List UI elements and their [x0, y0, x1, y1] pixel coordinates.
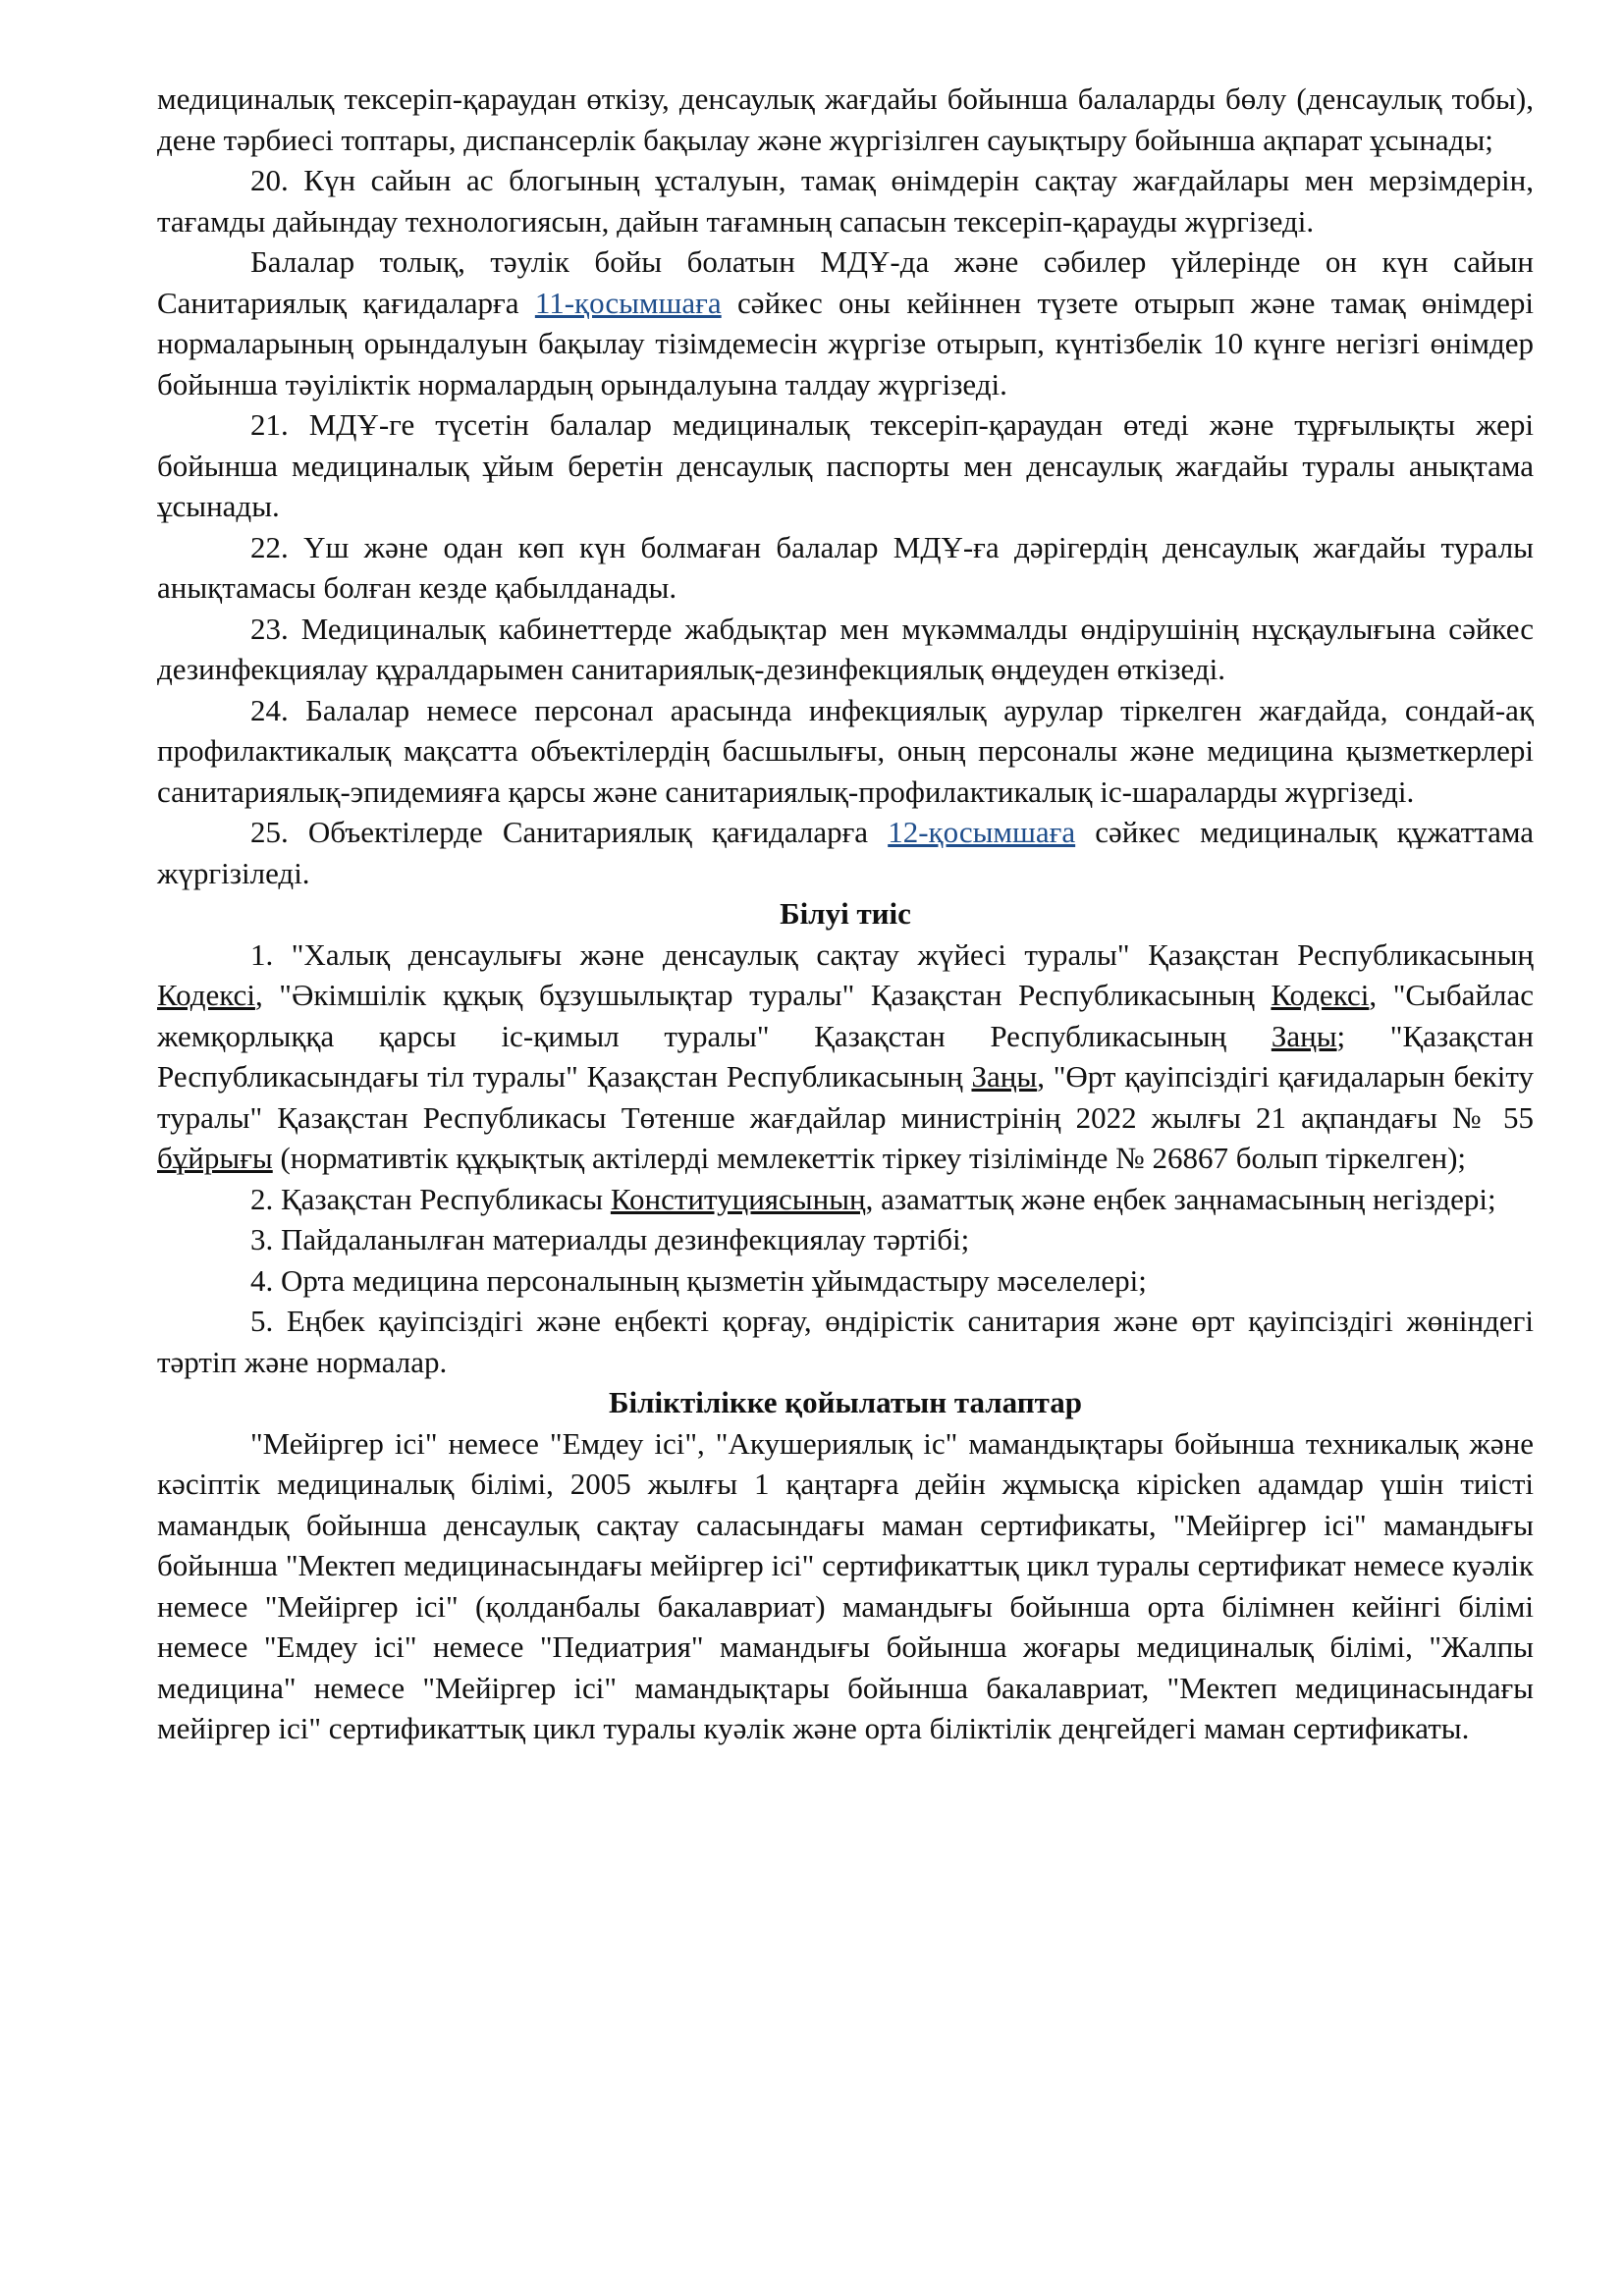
- document-page: [157, 79, 1534, 1749]
- item-text: , азаматтық және еңбек заңнамасының негіздері;: [865, 1181, 1496, 1216]
- fire-safety-order-link[interactable]: бұйрығы: [157, 1141, 273, 1175]
- appendix-11-link[interactable]: 11-қосымшаға: [534, 285, 722, 320]
- paragraph-item-24: 24. Балалар немесе персонал арасында инфекциялық аурулар тіркелген жағдайда, сондай-ақ профилактикалық мақсатта объектілердің басшылығы, оның персоналы және медицина қызметкерлері санитариялық-эпидемияға қарсы және санитариялық-профилактикалық іс-шараларды жүргізеді.: [157, 692, 1534, 809]
- health-code-link[interactable]: Кодексі: [157, 978, 255, 1012]
- qualifications-heading: Біліктілікке қойылатын талаптар: [609, 1385, 1082, 1419]
- item-text: , "Сыбайлас жемқорлыққа қарсы іс-қимыл туралы" Қазақстан Республикасының: [157, 978, 1534, 1053]
- paragraph-text: сәйкес медициналық құжаттама жүргізіледі.: [157, 815, 1535, 890]
- paragraph-health-info: медициналық тексеріп-қараудан өткізу, денсаулық жағдайы бойынша балаларды бөлу (денсаулық тобы), дене тәрбиесі топтары, диспансерлік бақылау және жүргізілген сауықтыру бойынша ақпарат ұсынады;: [157, 81, 1534, 157]
- must-know-heading: Білуі тиіс: [780, 896, 911, 931]
- must-know-item-2: [157, 1179, 1534, 1220]
- item-text: 2. Қазақстан Республикасы: [250, 1181, 611, 1216]
- constitution-link[interactable]: Конституциясының: [610, 1181, 866, 1216]
- item-text: 1. "Халық денсаулығы және денсаулық сақтау жүйесі туралы" Қазақстан Республикасының: [250, 936, 1534, 972]
- paragraph-ten-day-analysis: [157, 241, 1534, 404]
- item-text: , "Әкімшілік құқық бұзушылықтар туралы" Қазақстан Республикасының: [254, 978, 1272, 1012]
- item-text: (нормативтік құқықтық актілерді мемлекеттік тіркеу тізілімінде № 26867 болып тіркелген);: [272, 1141, 1467, 1175]
- qualifications-paragraph: "Мейіргер ісі" немесе "Емдеу ісі", "Акушериялық іс" мамандықтары бойынша техникалық және кәсіптік медициналық білімі, 2005 жылғы 1 қаңтарға дейін жұмысқа кірісken адамдар үшін тиісті мамандық бойынша денсаулық сақтау саласындағы маман сертификаты, "Мейіргер ісі" мамандығы бойынша "Мектеп медицинасындағы мейіргер ісі" сертификаттық цикл туралы сертификат немесе куәлік немесе "Мейіргер ісі" (қолданбалы бакалавриат) мамандығы бойынша орта білімнен кейінгі білімі немесе "Емдеу ісі" немесе "Педиатрия" мамандығы бойынша жоғары медициналық білімі, "Жалпы медицина" немесе "Мейіргер ісі" мамандықтары бойынша бакалавриат, "Мектеп медицинасындағы мейіргер ісі" сертификаттық цикл туралы куәлік және орта біліктілік деңгейдегі маман сертификаты.: [157, 1425, 1534, 1745]
- paragraph-text: 25. Объектілерде Санитариялық қағидаларға: [250, 815, 889, 849]
- paragraph-item-21: 21. МДҰ-ге түсетін балалар медициналық тексеріп-қараудан өтеді және тұрғылықты жері бойынша медициналық ұйым беретін денсаулық паспорты мен денсаулық жағдайы туралы анықтама ұсынады.: [157, 407, 1534, 523]
- appendix-12-link[interactable]: 12-қосымшаға: [888, 815, 1076, 849]
- item-text: , "Өрт қауіпсіздігі қағидаларын бекіту туралы" Қазақстан Республикасы Төтенше жағдайлар министрінің 2022 жылғы 21 ақпандағы № 55: [157, 1059, 1534, 1135]
- must-know-item-4: 4. Орта медицина персоналының қызметін ұйымдастыру мәселелері;: [250, 1262, 1147, 1298]
- must-know-item-3: 3. Пайдаланылған материалды дезинфекциялау тәртібі;: [250, 1222, 970, 1256]
- paragraph-item-20: 20. Күн сайын ас блогының ұсталуын, тамақ өнімдерін сақтау жағдайлары мен мерзімдерін, тағамды дайындау технологиясын, дайын тағамның сапасын тексеріп-қарауды жүргізеді.: [157, 163, 1534, 239]
- must-know-item-5: 5. Еңбек қауіпсіздігі және еңбекті қорғау, өндірістік санитария және өрт қауіпсіздігі жөніндегі тәртіп және нормалар.: [157, 1304, 1534, 1379]
- item-text: ; "Қазақстан Республикасындағы тіл туралы" Қазақстан Республикасының: [157, 1018, 1534, 1094]
- must-know-item-1: [157, 934, 1534, 1179]
- anti-corruption-law-link[interactable]: Заңы: [1271, 1018, 1337, 1053]
- paragraph-item-25: [157, 812, 1534, 893]
- language-law-link[interactable]: Заңы: [971, 1059, 1038, 1094]
- paragraph-item-23: 23. Медициналық кабинеттерде жабдықтар мен мүкәммалды өндірушінің нұсқаулығына сәйкес дезинфекциялау құралдарымен санитариялық-дезинфекциялық өңдеуден өткізеді.: [157, 611, 1534, 686]
- paragraph-text: Балалар толық, тәулік бойы болатын МДҰ-да және сәбилер үйлерінде он күн сайын Санитариялық қағидаларға: [157, 244, 1534, 320]
- administrative-code-link[interactable]: Кодексі: [1271, 978, 1370, 1012]
- paragraph-item-22: 22. Үш және одан көп күн болмаған балалар МДҰ-ға дәрігердің денсаулық жағдайы туралы анықтамасы болған кезде қабылданады.: [157, 529, 1534, 605]
- paragraph-text: сәйкес оны кейіннен түзете отырып және тамақ өнімдері нормаларының орындалуын бақылау тізімдемесін жүргізе отырып, күнтізбелік 10 күнге негізгі өнімдер бойынша тәуіліктік нормалардың орындалуына талдау жүргізеді.: [157, 285, 1535, 401]
